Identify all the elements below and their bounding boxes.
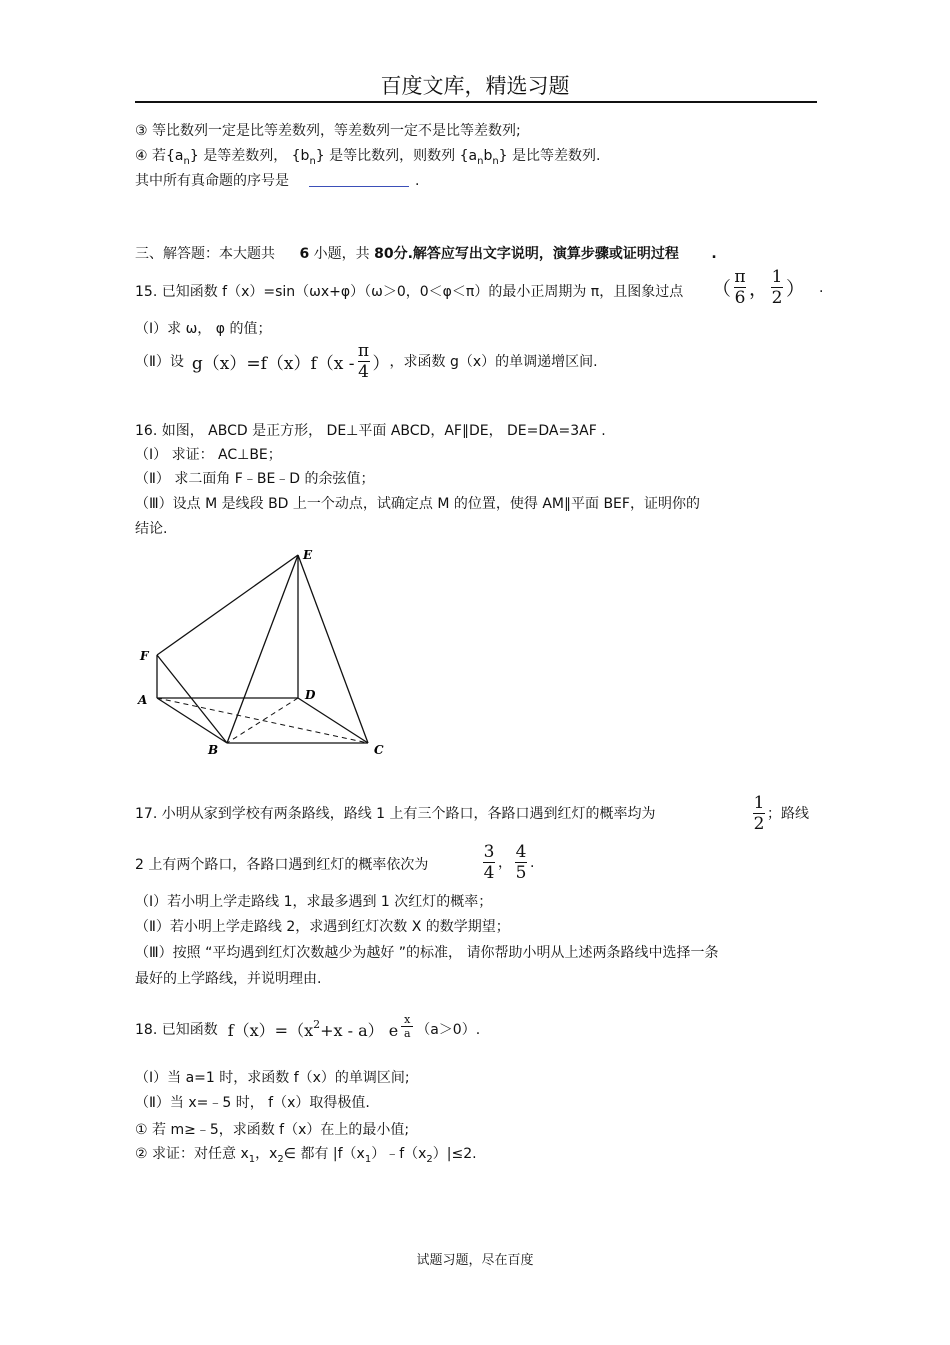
text-e: ）|≤2.: [432, 1146, 477, 1162]
formula-part-b: +x - a） e: [320, 1021, 399, 1040]
subscript-n: n: [477, 156, 484, 167]
subscript-2: 2: [426, 1154, 433, 1165]
q18-part-2-item-1: ① 若 m≥﹣5，求函数 f（x）在上的最小值;: [135, 1122, 410, 1138]
diagonal-DB: [227, 698, 298, 743]
comma: ，: [749, 278, 769, 300]
subscript-n: n: [183, 156, 190, 167]
q17-part-2: （Ⅱ）若小明上学走路线 2，求遇到红灯次数 X 的数学期望；: [135, 919, 510, 935]
answer-blank[interactable]: [309, 172, 409, 187]
page-header-title: 百度文库，精选习题: [380, 74, 570, 98]
q18-part-2: （Ⅱ）当 x=﹣5 时， f（x）取得极值.: [135, 1095, 370, 1111]
section-3-text-a: 三、解答题：本大题共: [135, 246, 275, 262]
q18-part-1: （Ⅰ）当 a=1 时，求函数 f（x）的单调区间;: [135, 1070, 410, 1086]
paren-close: ）: [372, 354, 390, 374]
denominator: 2: [771, 288, 783, 308]
q16-part-3-cont: 结论.: [135, 521, 168, 537]
subscript-1: 1: [364, 1154, 372, 1165]
q16-part-2: （Ⅱ） 求二面角 F﹣BE﹣D 的余弦值；: [135, 471, 375, 487]
edge-FE: [157, 555, 298, 655]
label-A: A: [138, 693, 148, 707]
diagonal-AC: [157, 698, 368, 743]
q15-formula: g（x）=f（x）f（x -: [191, 354, 355, 374]
q17-line-2: 2 上有两个路口，各路口遇到红灯的概率依次为: [135, 857, 429, 873]
statement-4: [135, 147, 600, 167]
edge-FB: [157, 655, 227, 743]
subscript-n: n: [309, 156, 316, 167]
fraction-1-over-2: [771, 268, 783, 307]
q17-part-3: （Ⅲ）按照 “平均遇到红灯次数越少为越好 ”的标准， 请你帮助小明从上述两条路线中选择一条: [135, 945, 719, 961]
denominator: 4: [358, 362, 369, 382]
q17-fraction-1-2: [750, 794, 768, 833]
question-text: 其中所有真命题的序号是: [135, 173, 289, 189]
section-3-text-e: 分.解答应写出文字说明，演算步骤或证明过程: [393, 246, 679, 262]
paren-open: （: [712, 278, 732, 300]
text-d: ）﹣f（x: [371, 1146, 427, 1162]
q16-geometry-figure: [130, 545, 400, 760]
section-3-count: 6: [299, 246, 310, 262]
q18-formula: [228, 1018, 399, 1041]
denominator: 6: [734, 288, 746, 308]
numerator: 1: [771, 267, 783, 287]
fraction-pi-over-6: [734, 268, 746, 307]
edge-AB: [157, 698, 227, 743]
text-a: ② 求证：对任意 x: [135, 1146, 249, 1162]
header-divider: [135, 101, 817, 103]
text-c: ∈ 都有 |f（x: [283, 1146, 365, 1162]
q18-part-2-item-2: [135, 1145, 477, 1165]
numerator: π: [357, 341, 370, 361]
q15-part-2: [135, 342, 598, 381]
statement-4-part-a: ④ 若{a: [135, 148, 184, 164]
fill-in-question: [135, 172, 419, 190]
paren-close: ）: [786, 278, 806, 300]
numerator: 1: [753, 793, 765, 813]
formula-part-a: f（x）=（x: [227, 1021, 314, 1040]
q15-part-2-text: ，求函数 g（x）的单调递增区间.: [389, 353, 598, 370]
denominator: a: [403, 1027, 411, 1040]
numerator: 4: [515, 842, 527, 862]
question-period: .: [415, 173, 420, 189]
q17-line-1-end: ；路线: [767, 806, 809, 822]
denominator: 2: [753, 814, 765, 834]
label-E: E: [303, 548, 313, 562]
statement-4-part-c: } 是等比数列，则数列 {a: [315, 148, 478, 164]
statement-4-part-e: } 是比等差数列.: [498, 148, 601, 164]
exponent-x-over-a: [401, 1014, 413, 1039]
q16-part-3: （Ⅲ）设点 M 是线段 BD 上一个动点，试确定点 M 的位置，使得 AM∥平面 BEF，证明你的: [135, 496, 700, 512]
comma: ，: [498, 854, 512, 871]
denominator: 4: [483, 863, 495, 883]
fraction-pi-over-4: [358, 342, 370, 381]
period: .: [530, 854, 535, 871]
fraction-1-over-2: [753, 794, 765, 833]
section-3-heading: [135, 245, 717, 263]
q17-part-3-cont: 最好的上学路线，并说明理由.: [135, 971, 322, 987]
numerator: x: [404, 1013, 411, 1026]
statement-4-part-d: b: [483, 148, 493, 164]
numerator: 3: [483, 842, 495, 862]
q18-condition: （a＞0）.: [416, 1022, 481, 1038]
subscript-2: 2: [277, 1154, 284, 1165]
superscript-2: 2: [313, 1018, 321, 1031]
q17-fractions: [480, 843, 534, 882]
label-D: D: [305, 688, 316, 702]
q17-part-1: （Ⅰ）若小明上学走路线 1，求最多遇到 1 次红灯的概率；: [135, 894, 493, 910]
denominator: 5: [515, 863, 527, 883]
q15-stem: 15. 已知函数 f（x）=sin（ωx+φ）（ω＞0，0＜φ＜π）的最小正周期为 π，且图象过点: [135, 284, 684, 300]
period: .: [819, 279, 824, 296]
numerator: π: [734, 267, 746, 287]
q15-point: [712, 268, 824, 307]
subscript-n: n: [492, 156, 499, 167]
statement-4-part-b: } 是等差数列， {b: [189, 148, 310, 164]
edge-EC: [298, 555, 368, 743]
subscript-1: 1: [248, 1154, 256, 1165]
section-3-points: 80: [374, 246, 394, 262]
q15-part-2-label: （Ⅱ）设: [135, 353, 184, 370]
section-3-text-c: 小题，共: [313, 246, 370, 262]
text-b: ，x: [255, 1146, 278, 1162]
edge-DC: [298, 698, 368, 743]
label-C: C: [374, 743, 384, 757]
label-F: F: [140, 649, 149, 663]
q17-line-1: 17. 小明从家到学校有两条路线，路线 1 上有三个路口，各路口遇到红灯的概率均为: [135, 806, 656, 822]
q18-stem: [135, 1013, 481, 1043]
q15-part-1: （Ⅰ）求 ω， φ 的值；: [135, 321, 272, 337]
q16-stem: 16. 如图， ABCD 是正方形， DE⊥平面 ABCD，AF∥DE， DE=DA=3AF .: [135, 423, 606, 439]
q18-stem-text: 18. 已知函数: [135, 1022, 218, 1038]
page-footer: 试题习题，尽在百度: [416, 1253, 534, 1268]
section-3-period: .: [711, 246, 717, 262]
statement-3: ③ 等比数列一定是比等差数列，等差数列一定不是比等差数列;: [135, 123, 521, 139]
q16-part-1: （Ⅰ） 求证： AC⊥BE；: [135, 447, 282, 463]
label-B: B: [208, 743, 219, 757]
fraction-4-over-5: [515, 843, 527, 882]
fraction-3-over-4: [483, 843, 495, 882]
